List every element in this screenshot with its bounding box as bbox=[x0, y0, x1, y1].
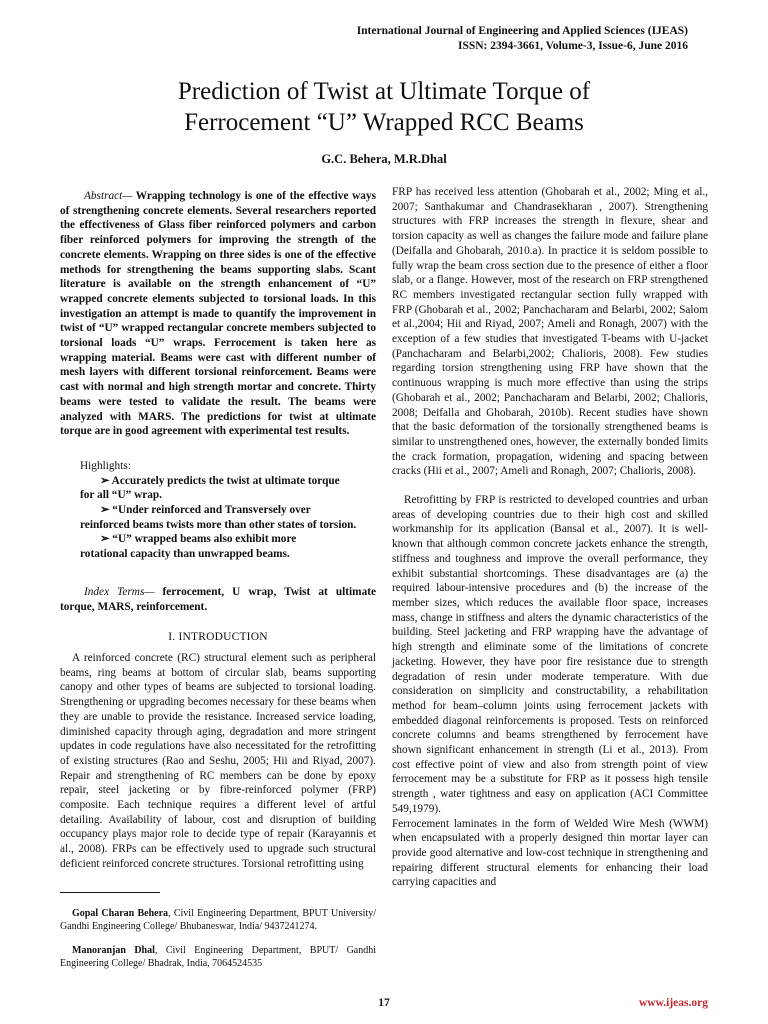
intro-paragraph: A reinforced concrete (RC) structural element such as peripheral beams, ring beams at bottom of circular slab, beams supporting canopy and other types of beams are subjected to torsional loading. Strengthening or upgrading becomes necessary for these beams when they are unable to provide the resistance. Increased service loading, diminished capacity through aging, degradation and more stringent updates in code regulations have also necessitated for the retrofitting of existing structures (Rao and Seshu, 2005; Hii and Riyad, 2007). Repair and strengthening of RC members can be done by epoxy repair, steel jacketing or by fibre-reinforced polymer (FRP) composite. Each technique requires a different level of artful detailing. Availability of labour, cost and disruption of building occupancy plays major role to decide type of repair (Karayannis et al., 2008). FRPs can be effectively used to upgrade such structural deficient reinforced concrete structures. Torsional retrofitting using bbox=[60, 651, 376, 870]
authors: G.C. Behera, M.R.Dhal bbox=[321, 152, 447, 166]
title-line-2: Ferrocement “U” Wrapped RCC Beams bbox=[184, 109, 584, 136]
highlight-2-first: ➢ “Under reinforced and Transversely over bbox=[100, 504, 311, 517]
footnote-author-2-text: , Civil Engineering Department, BPUT/ Gandhi Engineering College/ Bhadrak, India, 7064524535 bbox=[60, 944, 377, 970]
journal-issn: ISSN: 2394-3661, Volume-3, Issue-6, June 2016 bbox=[457, 40, 688, 52]
abstract bbox=[60, 189, 376, 439]
body-paragraph-2: Retrofitting by FRP is restricted to developed countries and urban areas of developing countries due to their high cost and skilled workmanship for its application (Bansal et al., 2007). It is well-known that although common concrete jackets enhance the strength, stiffness and toughness and improve the overall performance, they exhibit substantial shortcomings. These disadvantages are (a) the required labour-intensive procedures and (b) the increase of the member sizes, which reduces the available floor space, increases mass, change in stiffness and alters the dynamic characteristics of the building. Steel jacketing and FRP wrapping have the advantage of high strength and eliminate some of the limitations of concrete jacketing. However, they have poor fire resistance due to strength degradation of resin under moderate temperature. With due consideration on simplicity and constructability, a rehabilitation method for beam–column joints using ferrocement jackets with embedded diagonal reinforcements is proposed. Tests on reinforced concrete columns and beams strengthened by ferrocement have shown significant enhancement in strength (Li et al., 2013). From cost effective point of view and also from strength point of view ferrocement may be a substitute for FRP as it possess high tensile strength , water tightness and easy on application (ACI Committee 549,1979). bbox=[392, 494, 708, 815]
highlight-2-rest: reinforced beams twists more than other states of torsion. bbox=[80, 518, 357, 531]
abstract-label: Abstract— bbox=[84, 190, 133, 202]
footnote-author-1-text: , Civil Engineering Department, BPUT University/ Gandhi Engineering College/ Bhubaneswar, India/ 9437241274. bbox=[60, 907, 376, 933]
journal-header bbox=[268, 24, 688, 54]
highlight-item bbox=[60, 532, 376, 561]
section-heading: I. INTRODUCTION bbox=[168, 631, 268, 644]
body-paragraph-1: FRP has received less attention (Ghobarah et al., 2002; Ming et al., 2007; Santhakumar and Chandrasekharan , 2007). Strengthening structures with FRP increases the strength in flexure, shear and torsion capacity as well as changes the failure mode and failure plane (Deifalla and Ghobarah, 2010.a). In practice it is seldom possible to fully wrap the beam cross section due to the presence of either a floor slab, or a flange. However, most of the research on FRP strengthened RC members investigated rectangular section fully wrapped with FRP (Ghobarah et al., 2002; Panchacharam and Belarbi, 2002; Salom et al.,2004; Hii and Riyad, 2007; Ameli and Ronagh, 2007) with the exception of a few studies that investigated T-beams with U-jacket (Panchacharam and Belarbi,2002; Chalioris, 2008). Few studies regarding torsion strengthening using FRP have shown that the continuous wrapping is much more effective than using the strips (Ghobarah et al., 2002; Panchacharam and Belarbi, 2002; Chalioris, 2008; Deifalla and Ghobarah, 2010b). Recent studies have shown that the basic deformation of the torsionally strengthened beams is similar to unstrengthened ones, however, the externally bonded limits the crack formation, propagation, widening and spacing between cracks (Hii et al., 2007; Ameli and Ronagh, 2007; Chalioris, 2008). bbox=[392, 186, 708, 478]
body-paragraph-3: Ferrocement laminates in the form of Welded Wire Mesh (WWM) when encapsulated with a properly designed thin mortar layer can provide good alternative and low-cost technique in strengthening and repairing different structural elements for enhancing their load carrying capacities and bbox=[392, 817, 708, 889]
highlight-1-first: ➢ Accurately predicts the twist at ultimate torque bbox=[100, 474, 340, 487]
highlight-1-rest: for all “U” wrap. bbox=[80, 489, 163, 502]
index-terms bbox=[60, 585, 376, 614]
highlights-heading: Highlights: bbox=[80, 459, 131, 472]
right-column bbox=[392, 185, 708, 890]
paper-title bbox=[60, 76, 708, 138]
title-line-1: Prediction of Twist at Ultimate Torque of bbox=[177, 78, 591, 105]
footnote-author-1 bbox=[60, 907, 376, 934]
footnote-author-2-name: Manoranjan Dhal bbox=[72, 944, 155, 956]
footnote-author-1-name: Gopal Charan Behera bbox=[72, 907, 169, 919]
highlight-3-rest: rotational capacity than unwrapped beams. bbox=[80, 548, 290, 561]
journal-url: www.ijeas.org bbox=[639, 997, 708, 1009]
highlight-item bbox=[60, 474, 376, 503]
footnote-author-2 bbox=[60, 944, 376, 971]
index-terms-text: ferrocement, U wrap, Twist at ultimate torque, MARS, reinforcement. bbox=[60, 585, 376, 613]
footnote-divider bbox=[60, 892, 160, 893]
index-terms-label: Index Terms— bbox=[84, 585, 155, 598]
page-number: 17 bbox=[378, 997, 390, 1009]
highlight-3-first: ➢ “U” wrapped beams also exhibit more bbox=[100, 533, 297, 546]
abstract-text: Wrapping technology is one of the effective ways of strengthening concrete elements. Several researchers reported the effectiveness of Glass fiber reinforced polymers and carbon fiber reinforced polymers for improving the strength of the concrete elements. Wrapping on three sides is one of the effective methods for strengthening the beams supporting slabs. Scant literature is available on the strength enhancement of “U” wrapped concrete elements subjected to torsional loads. In this investigation an attempt is made to quantify the improvement in twist of “U” wrapped rectangular concrete members subjected to torsional loads “U” wraps. Ferrocement is taken here as wrapping material. Beams were cast with different number of mesh layers with different torsional reinforcement. Beams were cast with normal and high strength mortar and concrete. Thirty beams were tested to validate the result. The beams were analyzed with MARS. The predictions for twist at ultimate torque are in good agreement with experimental test results. bbox=[60, 190, 376, 438]
journal-name: International Journal of Engineering and Applied Sciences (IJEAS) bbox=[356, 25, 688, 37]
highlight-item bbox=[60, 503, 376, 532]
left-column bbox=[60, 189, 376, 971]
